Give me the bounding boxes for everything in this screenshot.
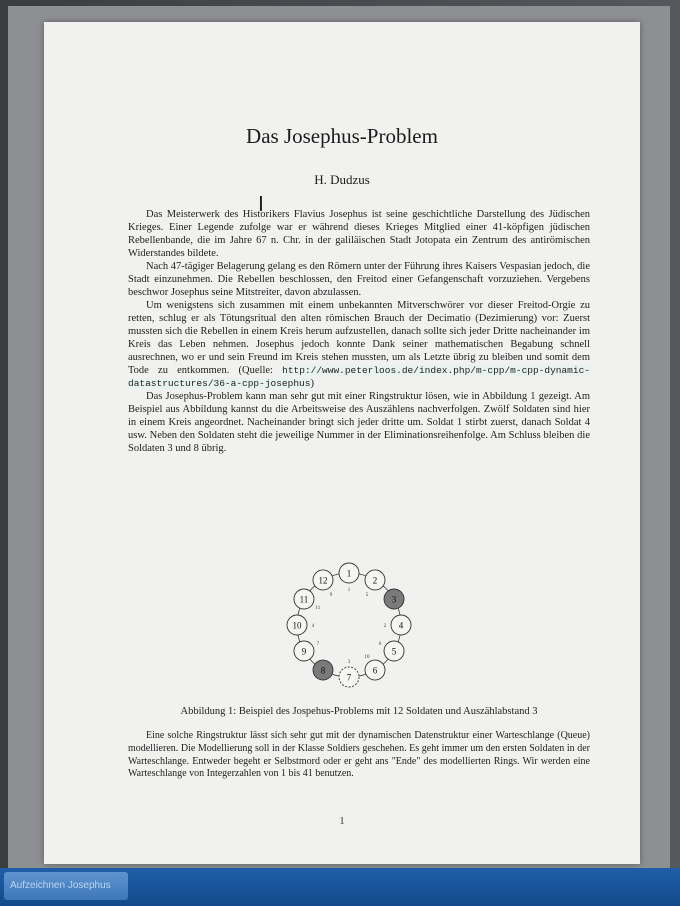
paragraph-5: Eine solche Ringstruktur lässt sich sehr gut mit der dynamischen Datenstruktur einer Warteschlange (Queue) modellieren. Die Modellierung soll in der Klasse Soldiers geschehen. Es geht immer um den ersten Soldaten in der Warteschlange. Entweder begeht er Selbstmord oder er geht ans "Ende" des modellierten Rings. Wir werden eine Warteschlange von Integerzahlen von 1 bis 41 benutzen. [128, 730, 590, 780]
document-page [44, 22, 640, 864]
paragraph-4: Das Josephus-Problem kann man sehr gut mit einer Ringstruktur lösen, wie in Abbildung 1 gezeigt. Am Beispiel aus Abbildung kannst du die Arbeitsweise des Auszählens nachverfolgen. Zwölf Soldaten sind hier in einem Kreis angeordnet. Nacheinander bringt sich jeder dritte um. Soldat 1 stirbt zuerst, danach Soldat 4 usw. Neben den Soldaten steht die jeweilige Nummer in der Eliminationsreihenfolge. Am Schluss bleiben die Soldaten 3 und 8 übrig. [128, 391, 590, 455]
paragraph-1: Das Meisterwerk des Historikers Flavius Josephus ist seine geschichtliche Darstellung des Jüdischen Krieges. Einer Legende zufolge war er während dieses Krieges Mitglied einer 41-köpfigen jüdischen Rebellenbande, die im Jahre 67 n. Chr. in der galiläischen Stadt Jotopata ein Zentrum des antirömischen Widerstandes bildete. [128, 209, 590, 260]
soldier-label-2: 2 [372, 575, 378, 586]
soldier-label-7: 7 [346, 672, 352, 683]
soldier-label-3: 3 [391, 594, 397, 605]
after-figure-text [128, 730, 590, 781]
soldier-label-4: 4 [398, 620, 404, 631]
soldier-label-6: 6 [372, 665, 378, 676]
source-close: ) [310, 378, 314, 390]
soldier-label-1: 1 [346, 568, 352, 579]
soldier-label-5: 5 [391, 646, 397, 657]
soldier-label-11: 11 [299, 594, 309, 605]
soldier-label-9: 9 [301, 646, 307, 657]
paragraph-3-text: Um wenigstens sich zusammen mit einem unbekannten Mitverschwörer vor dieser Freitod-Orgie zu retten, schlug er als Tötungsritual den alten römischen Brauch der Decimatio (Dezimierung) vor: Zuerst mussten sich die Rebellen in einem Kreis herum aufzustellen, danach sollte sich jeder Dritte nacheinander im Kreis das Leben nehmen. Josephus jedoch konnte Dank seiner mathematischen Begabung schnell ausrechnen, wo er und sein Freund im Kreis stehen mussten, um als Letzte übrig zu bleiben und somit dem Tode zu entkommen. (Quelle: [128, 300, 590, 377]
elimination-order-label: 6 [378, 642, 382, 647]
document-author: H. Dudzus [314, 172, 370, 187]
elimination-order-label: 4 [311, 624, 315, 629]
taskbar-window-button[interactable]: Aufzeichnen Josephus [4, 872, 128, 900]
elimination-order-label: 1 [347, 588, 351, 593]
josephus-ring-figure [274, 550, 424, 700]
elimination-order-label: 3 [347, 660, 351, 665]
source-link[interactable]: http://www.peterloos.de/index.php/m-cpp/m-cpp-dynamic-datastructures/36-a-cpp-josephus [128, 365, 590, 390]
elimination-order-label: 5 [365, 592, 369, 598]
elimination-order-label: 9 [329, 592, 333, 598]
elimination-order-label: 2 [383, 624, 387, 629]
elimination-order-label: 7 [316, 642, 320, 647]
document-body [128, 208, 590, 455]
soldier-label-12: 12 [318, 575, 328, 586]
figure-caption: Abbildung 1: Beispiel des Jospehus-Problems mit 12 Soldaten und Auszählabstand 3 [180, 706, 538, 717]
elimination-order-label: 11 [315, 606, 321, 611]
taskbar [0, 868, 680, 906]
page-number: 1 [339, 816, 345, 827]
soldier-label-10: 10 [292, 620, 302, 631]
elimination-order-label: 10 [364, 655, 370, 661]
soldier-label-8: 8 [320, 665, 326, 676]
paragraph-3 [128, 299, 590, 390]
text-cursor-icon: I [258, 192, 264, 216]
document-title: Das Josephus-Problem [246, 124, 438, 148]
paragraph-2: Nach 47-tägiger Belagerung gelang es den Römern unter der Führung ihres Kaisers Vespasian jedoch, die Stadt einzunehmen. Die Rebellen beschlossen, den Freitod einer Gefangenschaft vorzuziehen. Vergebens beschwor Josephus seine Mitstreiter, davon abzulassen. [128, 261, 590, 299]
